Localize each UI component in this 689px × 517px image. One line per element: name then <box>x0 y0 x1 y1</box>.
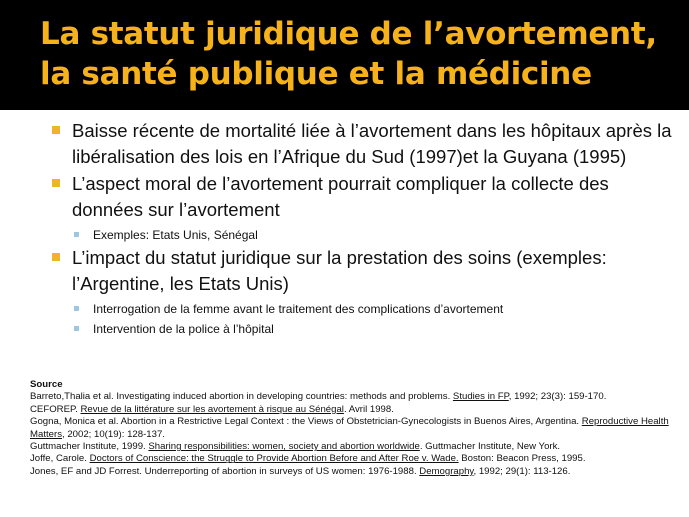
reference-title: Revue de la littérature sur les avortement à risque au Sénégal <box>80 403 344 415</box>
square-sub-bullet-icon <box>74 306 79 311</box>
bullet-item <box>52 171 682 223</box>
sub-bullet-text: Intervention de la police à l’hôpital <box>93 322 274 336</box>
title-bar <box>0 0 689 110</box>
reference-details: , 2002; 10(19): 128-137. <box>62 428 165 440</box>
slide-title-line-2: la santé publique et la médicine <box>40 56 592 92</box>
reference-text: Jones, EF and JD Forrest. Underreporting of abortion in surveys of US women: 1976-1988. <box>30 465 420 477</box>
reference-item <box>30 453 680 465</box>
sub-bullet-item <box>52 319 682 339</box>
reference-text: Barreto,Thalia et al. Investigating induced abortion in developing countries: methods and problems. <box>30 391 453 403</box>
square-bullet-icon <box>52 126 60 134</box>
reference-title: Sharing responsibilities: women, society and abortion worldwide <box>148 441 420 453</box>
square-sub-bullet-icon <box>74 326 79 331</box>
reference-details: Boston: Beacon Press, 1995. <box>458 453 586 465</box>
reference-title: Demography <box>419 465 474 477</box>
reference-text: CEFOREP. <box>30 403 81 415</box>
square-sub-bullet-icon <box>74 232 79 237</box>
bullet-text: L’aspect moral de l’avortement pourrait compliquer la collecte des données sur l’avortement <box>72 173 609 220</box>
square-bullet-icon <box>52 179 60 187</box>
slide-title-line-1: La statut juridique de l’avortement, <box>40 16 657 52</box>
sources-block <box>30 379 680 478</box>
reference-title: Studies in FP <box>452 391 509 403</box>
bullet-item <box>52 118 682 170</box>
reference-title: Reproductive Health Matters <box>30 416 669 440</box>
bullet-text: Baisse récente de mortalité liée à l’avortement dans les hôpitaux après la libéralisation des lois en l’Afrique du Sud (1997)et la Guyana (1995) <box>72 120 672 167</box>
bullet-list <box>52 118 682 339</box>
reference-item <box>30 416 680 441</box>
sub-bullet-text: Exemples: Etats Unis, Sénégal <box>93 228 258 242</box>
bullet-text: L’impact du statut juridique sur la prestation des soins (exemples: l’Argentine, les Etats Unis) <box>72 247 607 294</box>
sources-heading: Source <box>30 379 63 390</box>
reference-text: Gogna, Monica et al. Abortion in a Restrictive Legal Context : the Views of Obstetrician-Gynecologists in Buenos Aires, Argentina. <box>30 416 582 428</box>
slide-title <box>40 14 680 94</box>
reference-item <box>30 466 680 478</box>
reference-details: , 1992; 23(3): 159-170. <box>508 391 607 403</box>
sub-bullet-text: Interrogation de la femme avant le traitement des complications d’avortement <box>93 302 504 316</box>
sub-bullet-item <box>52 225 682 245</box>
reference-details: . Guttmacher Institute, New York. <box>419 441 561 453</box>
bullet-item <box>52 245 682 297</box>
sub-bullet-item <box>52 299 682 319</box>
reference-item <box>30 441 680 453</box>
square-bullet-icon <box>52 253 60 261</box>
reference-details: , 1992; 29(1): 113-126. <box>473 465 571 477</box>
reference-text: Guttmacher Institute, 1999. <box>30 441 149 453</box>
reference-item <box>30 391 680 403</box>
reference-text: Joffe, Carole. <box>30 453 90 465</box>
reference-details: . Avril 1998. <box>343 403 394 415</box>
reference-item <box>30 404 680 416</box>
reference-title: Doctors of Conscience: the Struggle to Provide Abortion Before and After Roe v. Wade. <box>89 453 459 465</box>
